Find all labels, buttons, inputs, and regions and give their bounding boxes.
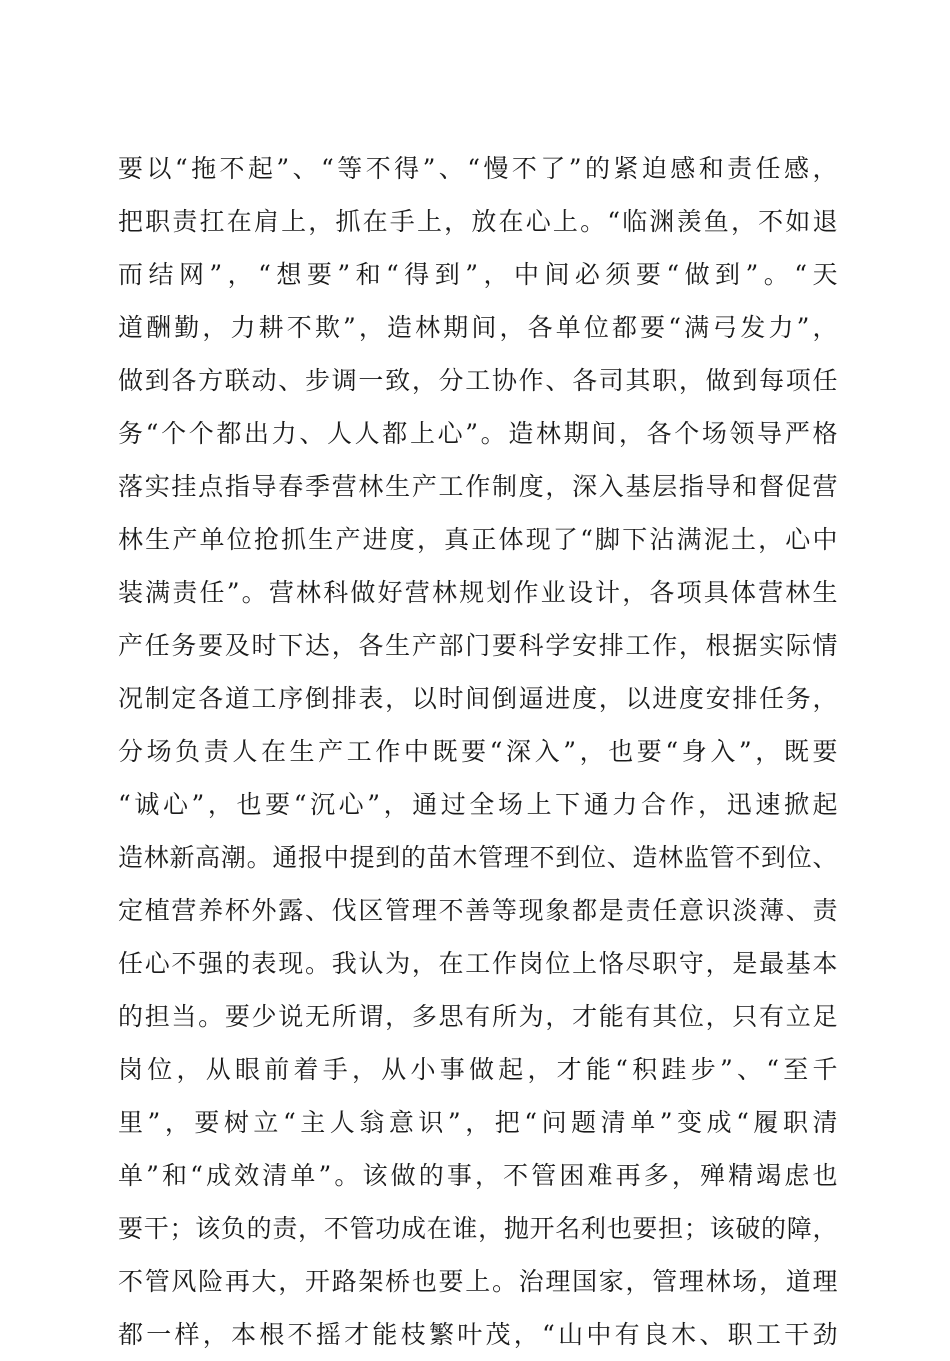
text-line: 林生产单位抢抓生产进度，真正体现了“脚下沾满泥土，心中 [118,525,838,554]
text-line: 做到各方联动、步调一致，分工协作、各司其职，做到每项任 [118,366,838,395]
text-line: 装满责任”。营林科做好营林规划作业设计，各项具体营林生 [118,578,838,607]
text-line: 况制定各道工序倒排表，以时间倒逼进度，以进度安排任务， [118,684,838,713]
body-paragraph [118,142,838,1361]
text-line: 产任务要及时下达，各生产部门要科学安排工作，根据实际情 [118,631,838,660]
text-line: 里”，要树立“主人翁意识”，把“问题清单”变成“履职清 [118,1108,838,1137]
text-line: 把职责扛在肩上，抓在手上，放在心上。“临渊羡鱼，不如退 [118,207,838,236]
text-line: 单”和“成效清单”。该做的事，不管困难再多，殚精竭虑也 [118,1161,838,1190]
text-line: 而结网”，“想要”和“得到”，中间必须要“做到”。“天 [118,260,838,289]
text-line: 定植营养杯外露、伐区管理不善等现象都是责任意识淡薄、责 [118,896,838,925]
text-line: 务“个个都出力、人人都上心”。造林期间，各个场领导严格 [118,419,838,448]
text-line: 道酬勤，力耕不欺”，造林期间，各单位都要“满弓发力”， [118,313,838,342]
text-line: 分场负责人在生产工作中既要“深入”，也要“身入”，既要 [118,737,838,766]
text-line: 都一样，本根不摇才能枝繁叶茂，“山中有良木、职工干劲 [118,1320,838,1349]
text-line: 要以“拖不起”、“等不得”、“慢不了”的紧迫感和责任感， [118,154,838,183]
text-line: “诚心”，也要“沉心”，通过全场上下通力合作，迅速掀起 [118,790,838,819]
text-line: 不管风险再大，开路架桥也要上。治理国家，管理林场，道理 [118,1267,838,1296]
text-line: 任心不强的表现。我认为，在工作岗位上恪尽职守，是最基本 [118,949,838,978]
text-line: 的担当。要少说无所谓，多思有所为，才能有其位，只有立足 [118,1002,838,1031]
text-line: 要干；该负的责，不管功成在谁，抛开名利也要担；该破的障， [118,1214,838,1243]
text-line: 造林新高潮。通报中提到的苗木管理不到位、造林监管不到位、 [118,843,838,872]
text-line: 落实挂点指导春季营林生产工作制度，深入基层指导和督促营 [118,472,838,501]
text-line: 岗位，从眼前着手，从小事做起，才能“积跬步”、“至千 [118,1055,838,1084]
